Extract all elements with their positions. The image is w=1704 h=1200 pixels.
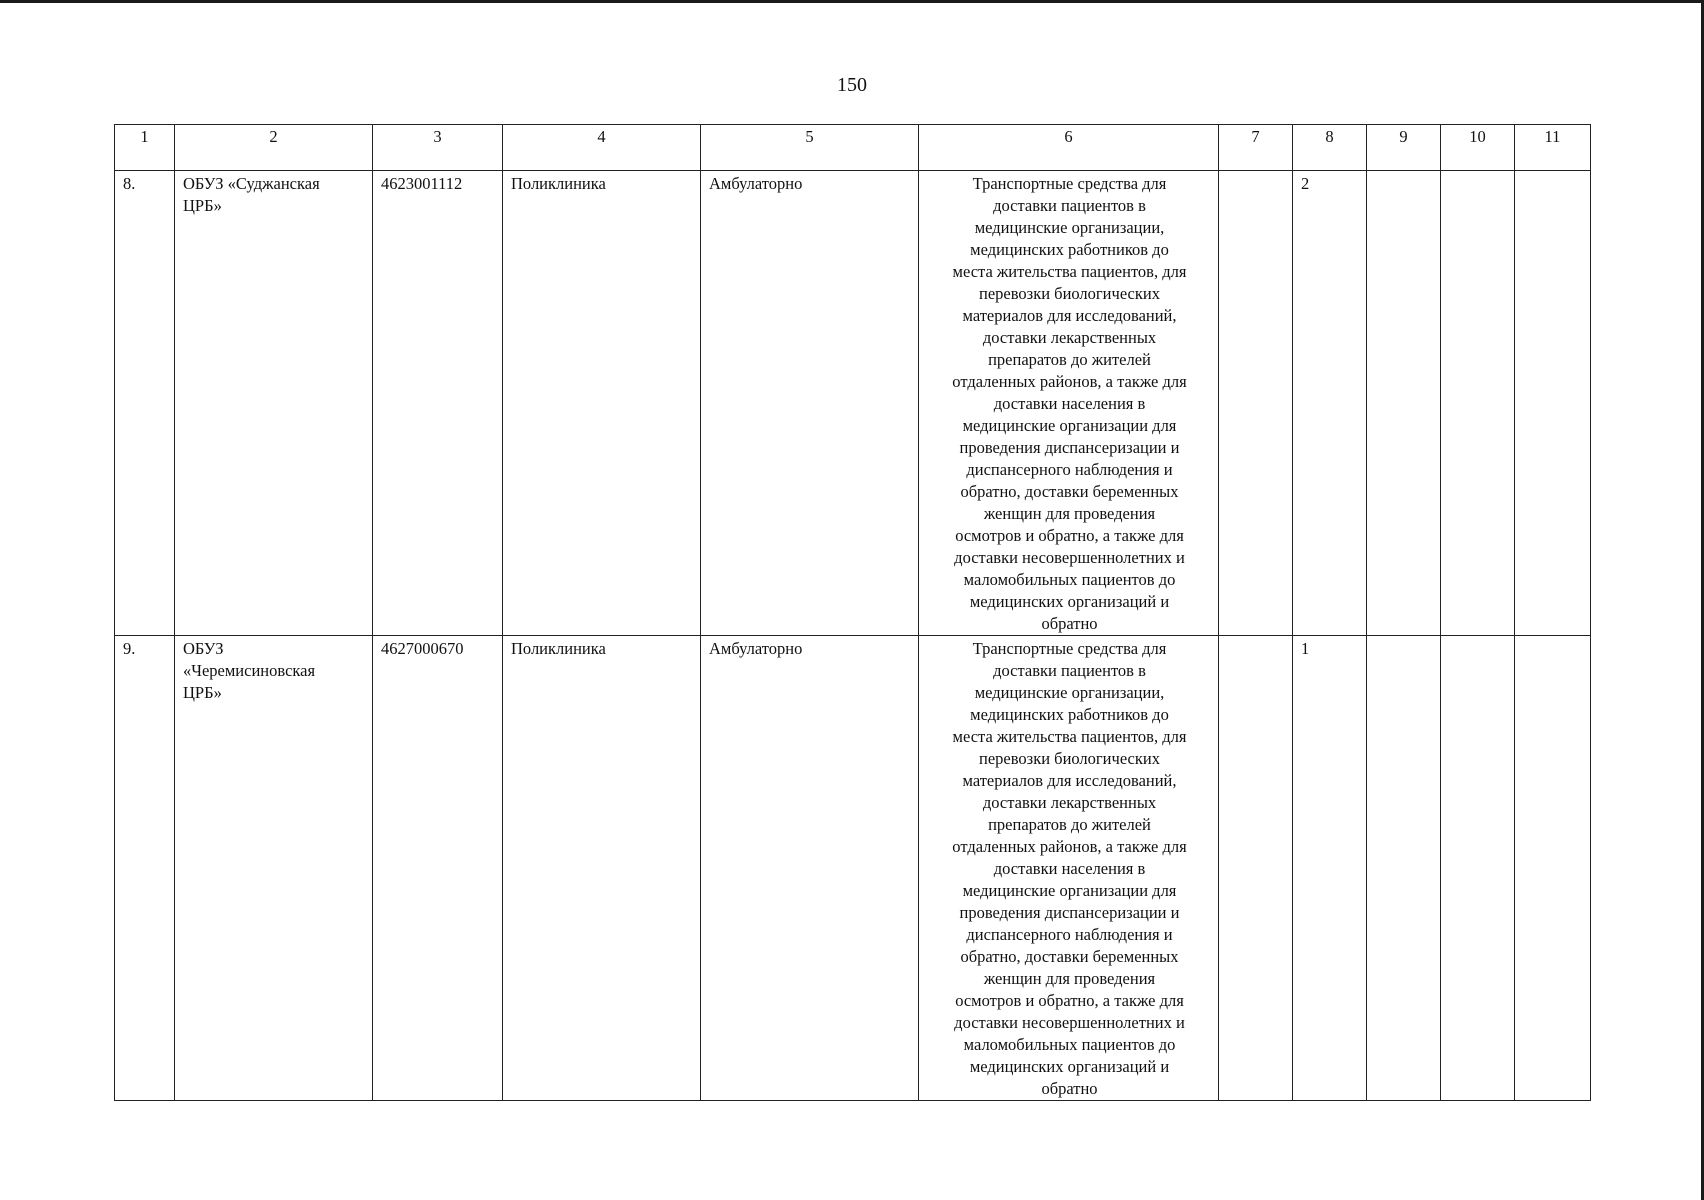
condition-cell [701, 636, 919, 1101]
row-number: 8. [123, 174, 136, 193]
quantity-cell [1293, 171, 1367, 636]
description-cell [919, 636, 1219, 1101]
col9-cell [1367, 171, 1441, 636]
condition-value: Амбулаторно [709, 639, 803, 658]
column-header-10: 10 [1441, 125, 1515, 171]
col11-cell [1515, 171, 1591, 636]
unit-value: Поликлиника [511, 174, 606, 193]
description-text: Транспортные средства для доставки пациентов в медицинские организации, медицинских работников до места жительства пациентов, для перевозки биологических материалов для исследований, доставки лекарственных препаратов до жителей отдаленных районов, а также для доставки населения в медицинские организации для проведения диспансеризации и диспансерного наблюдения и обратно, доставки беременных женщин для проведения осмотров и обратно, а также для доставки несовершеннолетних и маломобильных пациентов до медицинских организаций и обратно [952, 174, 1187, 633]
scan-border-top [0, 0, 1704, 3]
column-header-4: 4 [503, 125, 701, 171]
description-text: Транспортные средства для доставки пациентов в медицинские организации, медицинских работников до места жительства пациентов, для перевозки биологических материалов для исследований, доставки лекарственных препаратов до жителей отдаленных районов, а также для доставки населения в медицинские организации для проведения диспансеризации и диспансерного наблюдения и обратно, доставки беременных женщин для проведения осмотров и обратно, а также для доставки несовершеннолетних и маломобильных пациентов до медицинских организаций и обратно [952, 639, 1187, 1098]
col10-cell [1441, 636, 1515, 1101]
column-header-2: 2 [175, 125, 373, 171]
column-header-9: 9 [1367, 125, 1441, 171]
inn-value: 4627000670 [381, 639, 464, 658]
row-number-cell [115, 171, 175, 636]
description-cell [919, 171, 1219, 636]
col10-cell [1441, 171, 1515, 636]
organization-name: ОБУЗ «Суджанская ЦРБ» [183, 174, 320, 215]
col7-cell [1219, 636, 1293, 1101]
table-row [115, 171, 1591, 636]
unit-cell [503, 171, 701, 636]
condition-cell [701, 171, 919, 636]
organization-cell [175, 171, 373, 636]
col11-cell [1515, 636, 1591, 1101]
col7-cell [1219, 171, 1293, 636]
column-header-7: 7 [1219, 125, 1293, 171]
page-number: 150 [837, 74, 867, 96]
table-row [115, 636, 1591, 1101]
quantity-cell [1293, 636, 1367, 1101]
quantity-value: 1 [1301, 639, 1310, 658]
column-header-11: 11 [1515, 125, 1591, 171]
inn-cell [373, 171, 503, 636]
unit-value: Поликлиника [511, 639, 606, 658]
inn-value: 4623001112 [381, 174, 463, 193]
column-header-1: 1 [115, 125, 175, 171]
organization-name: ОБУЗ «Черемисиновская ЦРБ» [183, 639, 316, 702]
col9-cell [1367, 636, 1441, 1101]
data-table [114, 124, 1591, 1101]
unit-cell [503, 636, 701, 1101]
row-number: 9. [123, 639, 136, 658]
header-row [115, 125, 1591, 171]
column-header-3: 3 [373, 125, 503, 171]
column-header-6: 6 [919, 125, 1219, 171]
column-header-5: 5 [701, 125, 919, 171]
condition-value: Амбулаторно [709, 174, 803, 193]
row-number-cell [115, 636, 175, 1101]
quantity-value: 2 [1301, 174, 1310, 193]
column-header-8: 8 [1293, 125, 1367, 171]
organization-cell [175, 636, 373, 1101]
inn-cell [373, 636, 503, 1101]
